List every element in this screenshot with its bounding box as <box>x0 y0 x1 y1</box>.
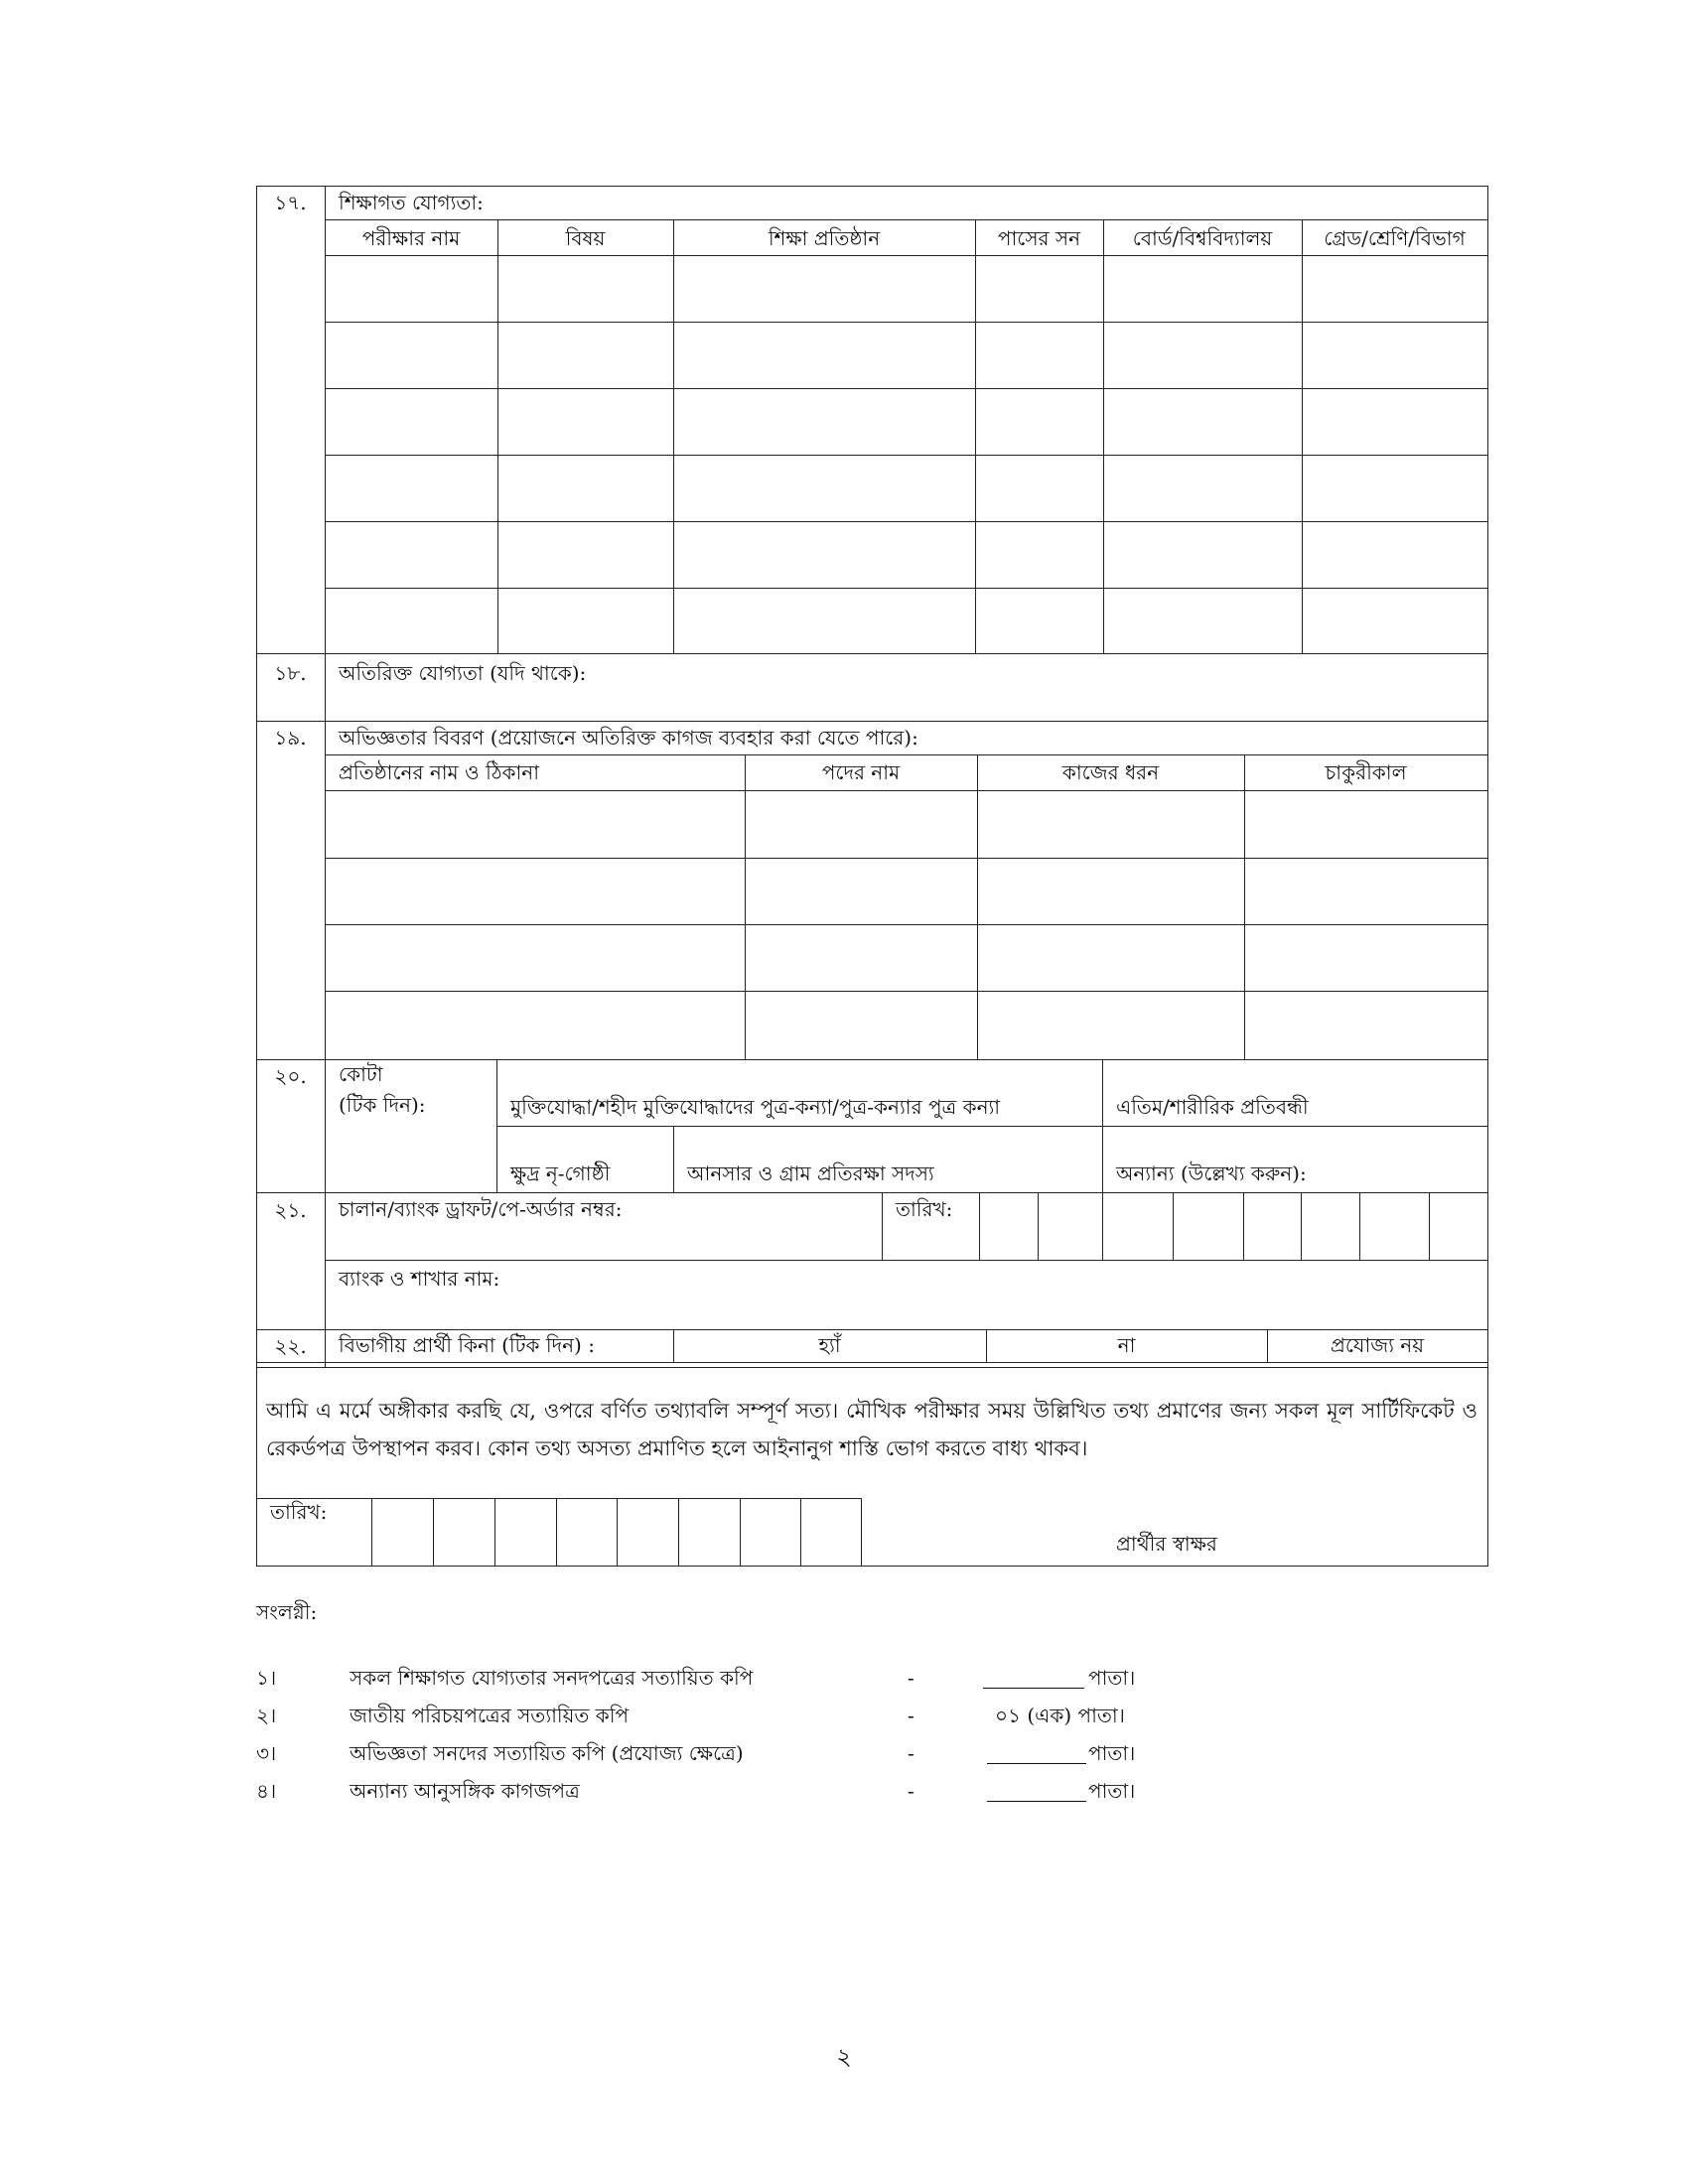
attachment-page-blank[interactable] <box>987 1763 1086 1764</box>
edu-header-grade: গ্রেড/শ্রেণি/বিভাগ <box>1324 226 1466 250</box>
attachment-page-blank[interactable] <box>987 1801 1086 1802</box>
section-20-number: ২০. <box>274 1064 307 1088</box>
edu-header-year: পাসের সন <box>997 226 1081 250</box>
quota-option-ansar-vdp[interactable]: আনসার ও গ্রাম প্রতিরক্ষা সদস্য <box>687 1161 934 1185</box>
attachment-number: ২। <box>256 1704 277 1727</box>
attachment-pages: পাতা। <box>1088 1779 1136 1803</box>
edu-header-exam: পরীক্ষার নাম <box>361 226 461 250</box>
attachments-title: সংলগ্নী: <box>256 1600 318 1624</box>
attachment-text: জাতীয় পরিচয়পত্রের সত্যায়িত কপি <box>350 1704 630 1727</box>
signature-date-label: তারিখ: <box>270 1500 328 1524</box>
attachment-text: সকল শিক্ষাগত যোগ্যতার সনদপত্রের সত্যায়িত কপি <box>350 1666 754 1690</box>
quota-option-freedom-fighter[interactable]: মুক্তিযোদ্ধা/শহীদ মুক্তিযোদ্ধাদের পুত্র-কন্যা/পুত্র-কন্যার পুত্র কন্যা <box>510 1095 1001 1119</box>
edu-header-subject: বিষয় <box>565 226 606 250</box>
attachment-number: ৩। <box>256 1741 277 1765</box>
bank-branch-label: ব্যাংক ও শাখার নাম: <box>339 1267 500 1291</box>
edu-header-institution: শিক্ষা প্রতিষ্ঠান <box>768 226 881 250</box>
exp-header-work-type: কাজের ধরন <box>1061 760 1160 784</box>
challan-number-label: চালান/ব্যাংক ড্রাফট/পে-অর্ডার নম্বর: <box>339 1197 623 1221</box>
attachment-dash: - <box>908 1741 914 1765</box>
attachment-page-blank[interactable] <box>983 1688 1084 1689</box>
attachment-number: ৪। <box>256 1779 277 1803</box>
section-21-number: ২১. <box>274 1198 307 1222</box>
departmental-option-not-applicable[interactable]: প্রযোজ্য নয় <box>1330 1333 1425 1357</box>
exp-header-institution: প্রতিষ্ঠানের নাম ও ঠিকানা <box>339 760 540 784</box>
quota-label-line2: (টিক দিন): <box>339 1093 426 1117</box>
attachment-pages: পাতা। <box>1088 1666 1136 1690</box>
attachment-pages: পাতা। <box>1088 1741 1136 1765</box>
exp-header-duration: চাকুরীকাল <box>1325 760 1407 784</box>
departmental-option-no[interactable]: না <box>1117 1333 1136 1357</box>
quota-option-ethnic-minority[interactable]: ক্ষুদ্র নৃ-গোষ্ঠী <box>510 1161 611 1185</box>
section-19-number: ১৯. <box>274 726 307 750</box>
declaration-text: আমি এ মর্মে অঙ্গীকার করছি যে, ওপরে বর্ণিত তথ্যাবলি সম্পূর্ণ সত্য। মৌখিক পরীক্ষার সময় উল্লিখিত তথ্য প্রমাণের জন্য সকল মূল সার্টিফিকেট ও রেকর্ডপত্র উপস্থাপন করব। কোন তথ্য অসত্য প্রমাণিত হলে আইনানুগ শাস্তি ভোগ করতে বাধ্য থাকব। <box>266 1399 1477 1460</box>
section-18-number: ১৮. <box>274 661 307 685</box>
departmental-option-yes[interactable]: হ্যাঁ <box>818 1333 841 1357</box>
signature-label: প্রার্থীর স্বাক্ষর <box>1116 1532 1217 1556</box>
edu-header-board: বোর্ড/বিশ্ববিদ্যালয় <box>1132 226 1273 250</box>
page-number: ২ <box>836 2043 852 2071</box>
attachment-dash: - <box>908 1779 914 1803</box>
section-17-number: ১৭. <box>274 191 307 214</box>
attachment-dash: - <box>908 1666 914 1690</box>
attachment-text: অন্যান্য আনুসঙ্গিক কাগজপত্র <box>350 1779 580 1803</box>
attachment-number: ১। <box>256 1666 277 1690</box>
section-18-title: অতিরিক্ত যোগ্যতা (যদি থাকে): <box>339 661 587 685</box>
quota-label-line1: কোটা <box>339 1062 383 1086</box>
quota-option-orphan-disabled[interactable]: এতিম/শারীরিক প্রতিবন্ধী <box>1116 1095 1309 1119</box>
section-22-number: ২২. <box>274 1334 307 1358</box>
quota-option-other[interactable]: অন্যান্য (উল্লেখ্য করুন): <box>1116 1161 1307 1185</box>
departmental-candidate-label: বিভাগীয় প্রার্থী কিনা (টিক দিন) : <box>339 1333 595 1357</box>
attachment-pages: ০১ (এক) পাতা। <box>995 1704 1125 1727</box>
section-17-title: শিক্ষাগত যোগ্যতা: <box>339 191 484 214</box>
attachment-text: অভিজ্ঞতা সনদের সত্যায়িত কপি (প্রযোজ্য ক্ষেত্রে) <box>350 1741 744 1765</box>
attachment-dash: - <box>908 1704 914 1727</box>
challan-date-label: তারিখ: <box>896 1197 953 1221</box>
section-19-title: অভিজ্ঞতার বিবরণ (প্রয়োজনে অতিরিক্ত কাগজ ব্যবহার করা যেতে পারে): <box>339 726 918 750</box>
exp-header-post: পদের নাম <box>821 760 901 784</box>
